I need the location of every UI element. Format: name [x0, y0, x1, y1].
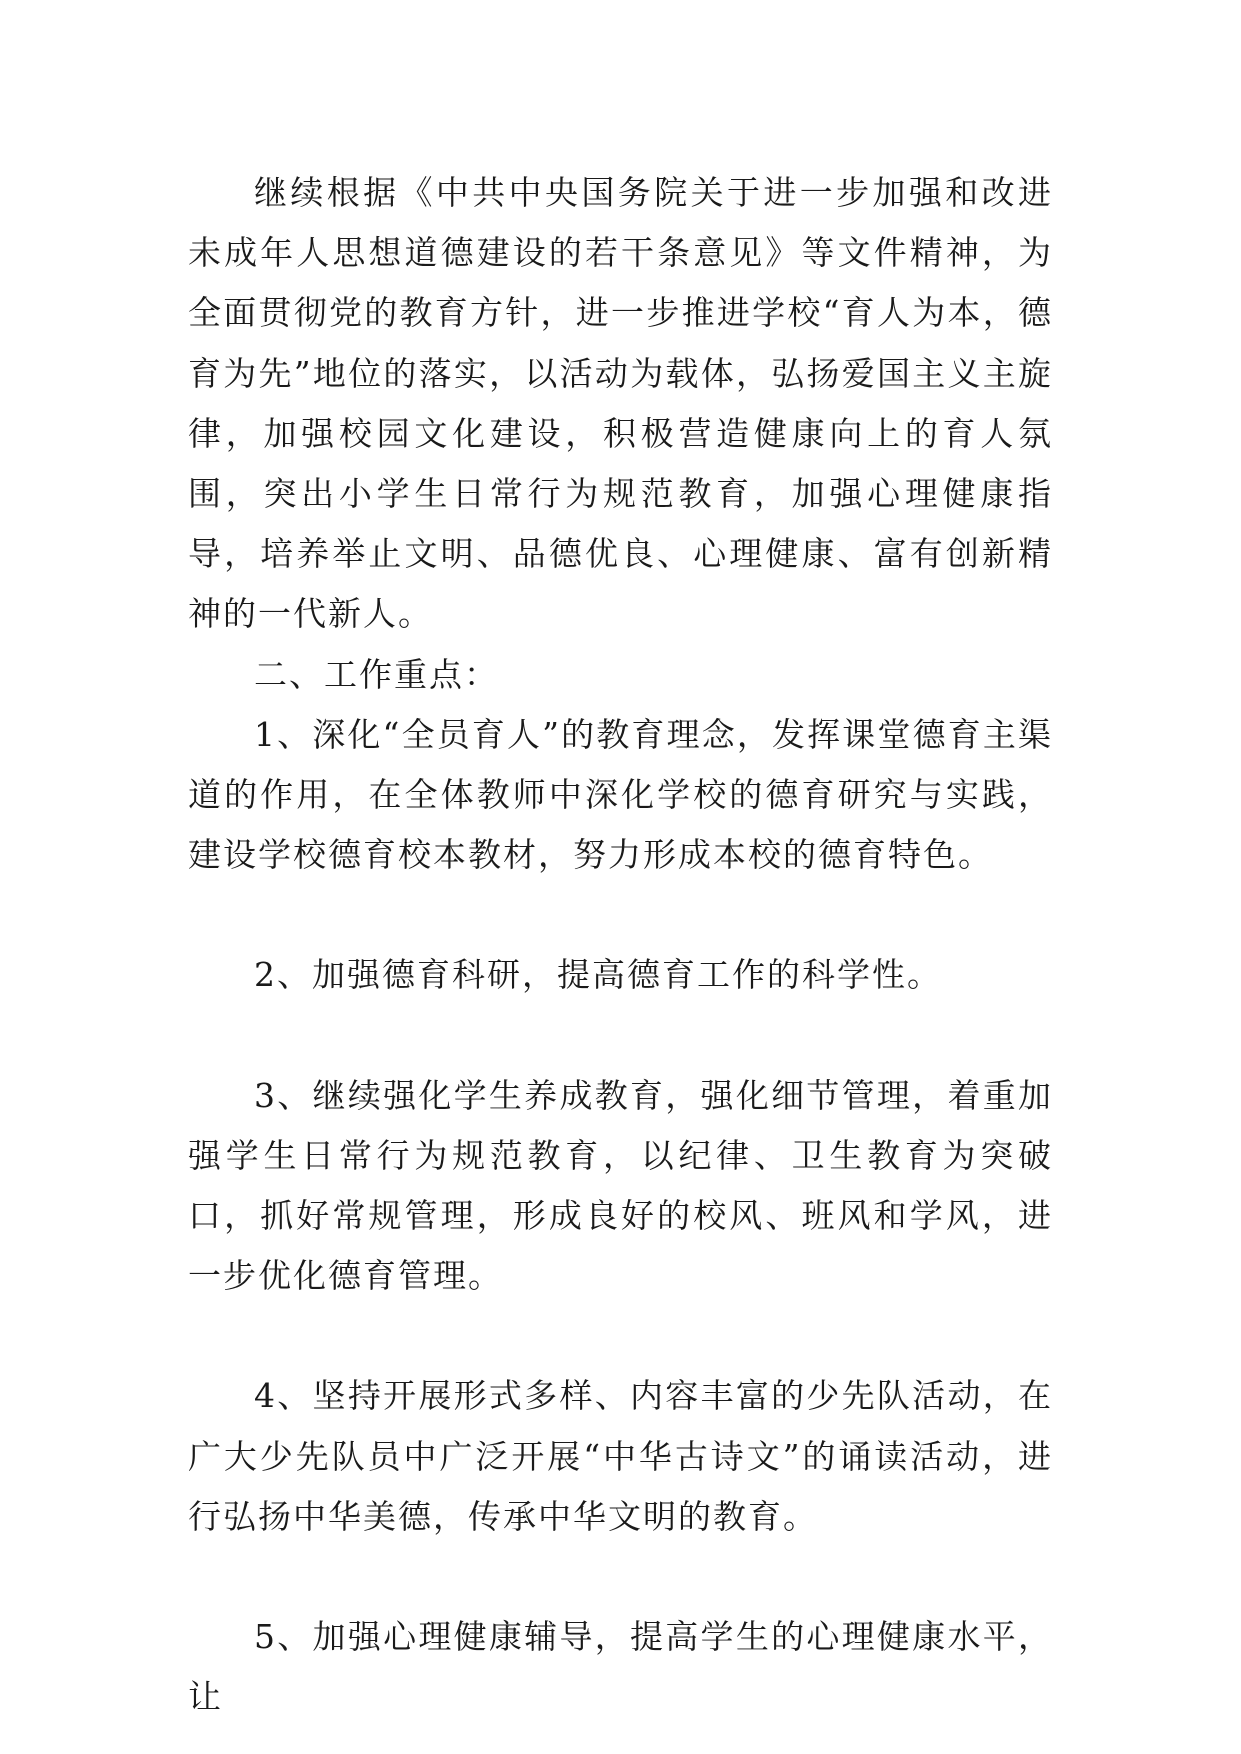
paragraph-item-4: 4、坚持开展形式多样、内容丰富的少先队活动，在广大少先队员中广泛开展“中华古诗文”的诵读活动，进行弘扬中华美德，传承中华文明的教育。 — [188, 1376, 1053, 1536]
paragraph-item-2: 2、加强德育科研，提高德育工作的科学性。 — [254, 955, 942, 995]
paragraph-item-1: 1、深化“全员育人”的教育理念，发挥课堂德育主渠道的作用，在全体教师中深化学校的德育研究与实践，建设学校德育校本教材，努力形成本校的德育特色。 — [188, 714, 1053, 875]
section-heading-work-focus: 二、工作重点： — [254, 654, 499, 694]
paragraph-intro: 继续根据《中共中央国务院关于进一步加强和改进未成年人思想道德建设的若干条意见》等文件精神，为全面贯彻党的教育方针，进一步推进学校“育人为本，德育为先”地位的落实，以活动为载体，弘扬爱国主义主旋律，加强校园文化建设，积极营造健康向上的育人氛围，突出小学生日常行为规范教育，加强心理健康指导，培养举止文明、品德优良、心理健康、富有创新精神的一代新人。 — [188, 173, 1053, 634]
paragraph-item-3: 3、继续强化学生养成教育，强化细节管理，着重加强学生日常行为规范教育，以纪律、卫生教育为突破口，抓好常规管理，形成良好的校风、班风和学风，进一步优化德育管理。 — [188, 1075, 1053, 1296]
document-body — [188, 163, 1053, 1727]
paragraph-item-5: 5、加强心理健康辅导，提高学生的心理健康水平，让 — [188, 1617, 1053, 1717]
